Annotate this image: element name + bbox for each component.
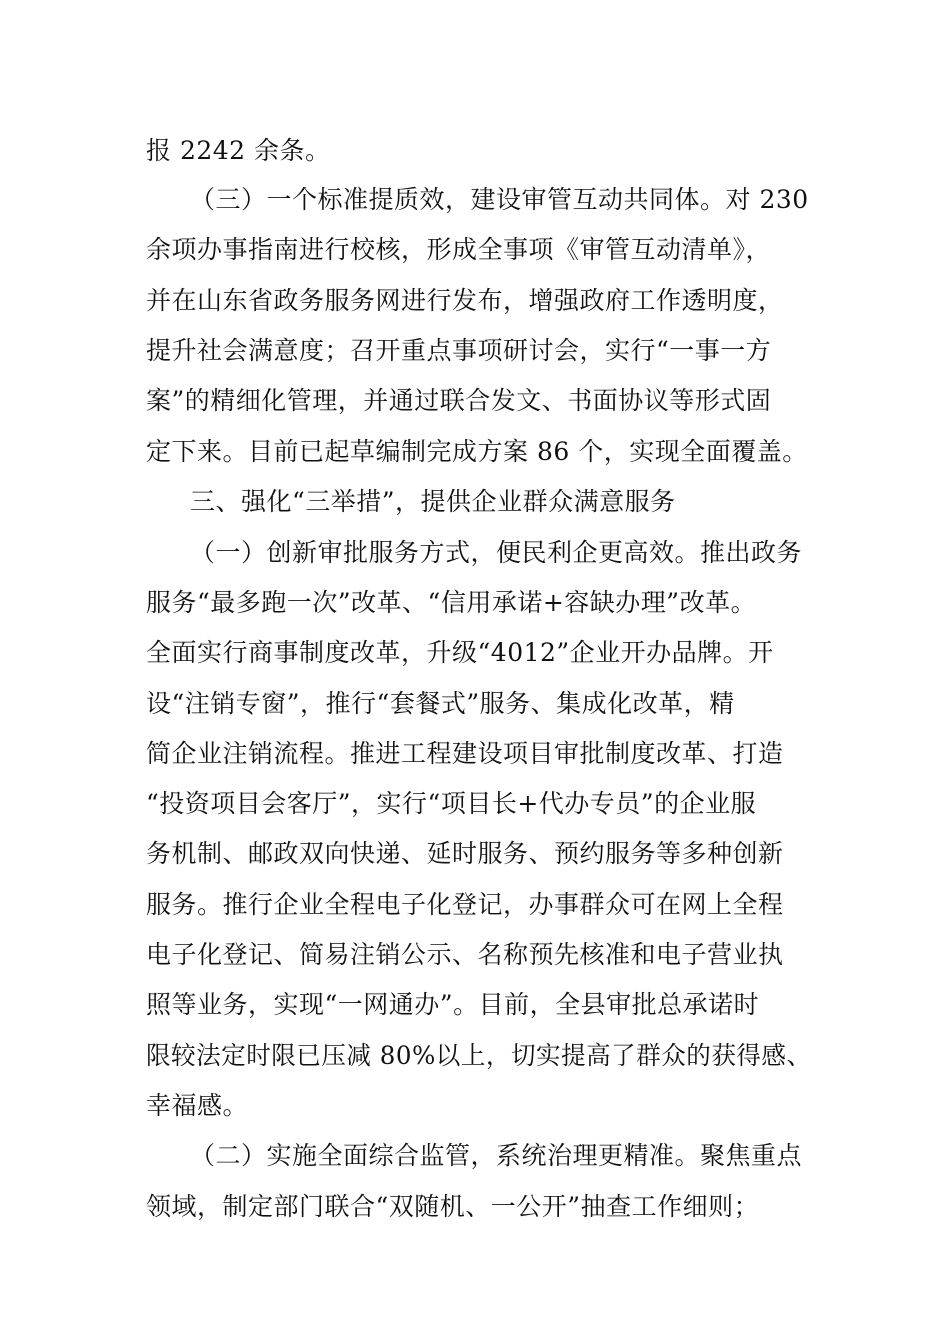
text-line-16: 服务。推行企业全程电子化登记，办事群众可在网上全程: [146, 890, 784, 919]
text-line-11: 全面实行商事制度改革，升级“4012”企业开办品牌。开: [146, 638, 774, 667]
text-line-22: 领域，制定部门联合“双随机、一公开”抽查工作细则；: [146, 1192, 760, 1221]
text-line-9: （一）创新审批服务方式，便民利企更高效。推出政务: [190, 538, 803, 567]
text-line-20: 幸福感。: [146, 1091, 249, 1120]
text-line-4: 并在山东省政务服务网进行发布，增强政府工作透明度，: [146, 286, 784, 315]
text-line-10: 服务“最多跑一次”改革、“信用承诺+容缺办理”改革。: [146, 588, 757, 617]
text-line-12: 设“注销专窗”，推行“套餐式”服务、集成化改革，精: [146, 689, 735, 718]
text-line-6: 案”的精细化管理，并通过联合发文、书面协议等形式固: [146, 386, 772, 415]
text-line-19: 限较法定时限已压减 80%以上，切实提高了群众的获得感、: [146, 1041, 812, 1070]
text-line-18: 照等业务，实现“一网通办”。目前，全县审批总承诺时: [146, 990, 760, 1019]
text-line-21: （二）实施全面综合监管，系统治理更精准。聚焦重点: [190, 1141, 803, 1170]
text-line-2: （三）一个标准提质效，建设审管互动共同体。对 230: [190, 185, 809, 214]
section-heading: 三、强化“三举措”，提供企业群众满意服务: [190, 487, 676, 516]
text-line-3: 余项办事指南进行校核，形成全事项《审管互动清单》，: [146, 235, 772, 264]
text-line-14: “投资项目会客厅”，实行“项目长+代办专员”的企业服: [146, 789, 757, 818]
text-line-17: 电子化登记、简易注销公示、名称预先核准和电子营业执: [146, 940, 784, 969]
text-line-5: 提升社会满意度；召开重点事项研讨会，实行“一事一方: [146, 336, 772, 365]
text-line-7: 定下来。目前已起草编制完成方案 86 个，实现全面覆盖。: [146, 437, 808, 466]
text-line-13: 简企业注销流程。推进工程建设项目审批制度改革、打造: [146, 739, 784, 768]
text-line-15: 务机制、邮政双向快递、延时服务、预约服务等多种创新: [146, 839, 784, 868]
text-line-1: 报 2242 余条。: [146, 136, 331, 165]
